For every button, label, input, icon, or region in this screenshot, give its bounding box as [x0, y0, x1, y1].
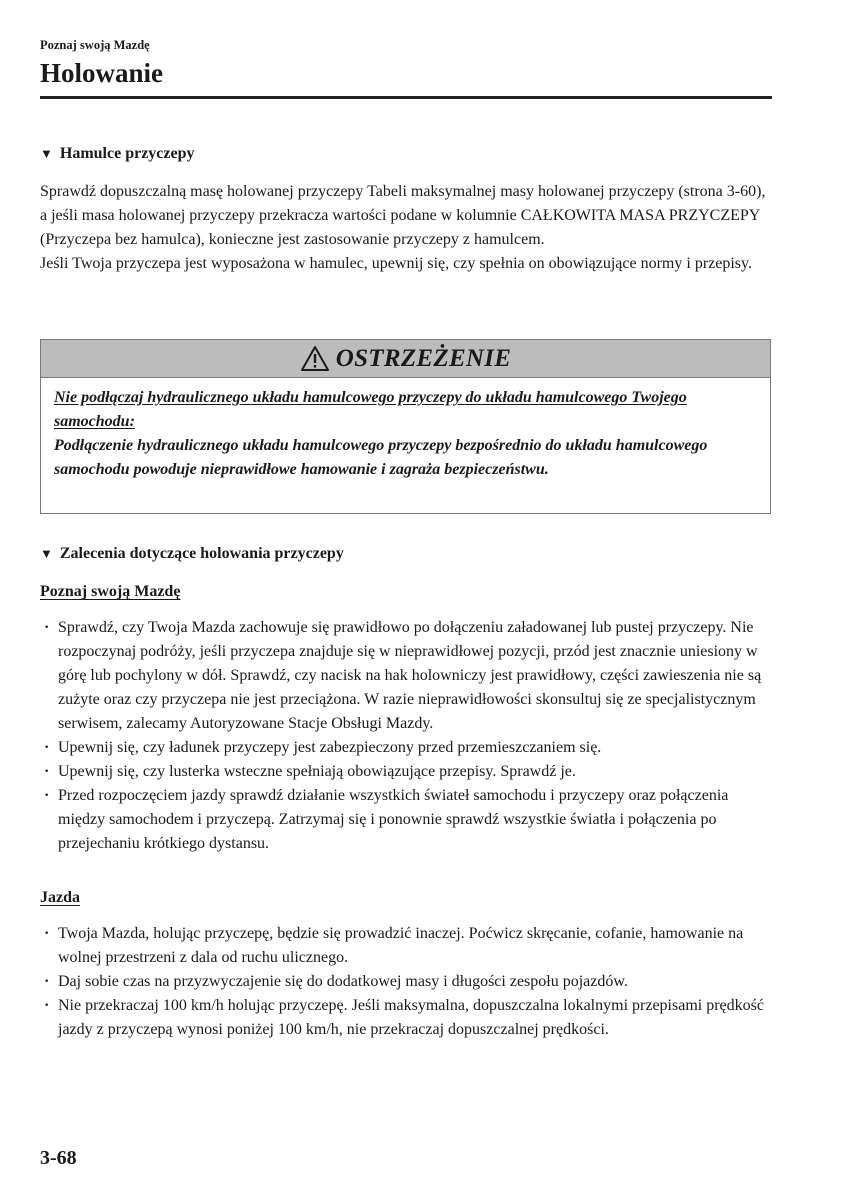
warning-body [41, 378, 770, 482]
title-divider [40, 96, 772, 99]
list-item: · Upewnij się, czy lusterka wsteczne spełniają obowiązujące przepisy. Sprawdź je. [40, 760, 772, 784]
section-heading-label: Hamulce przyczepy [59, 145, 195, 162]
section-heading-towing-tips [40, 545, 344, 563]
list-item: · Twoja Mazda, holując przyczepę, będzie się prowadzić inaczej. Poćwicz skręcanie, cofanie, hamowanie na wolnej przestrzeni z dala od ruchu ulicznego. [40, 922, 772, 970]
know-your-mazda-list [40, 616, 772, 856]
warning-lead: Nie podłączaj hydraulicznego układu hamulcowego przyczepy do układu hamulcowego Twojego samochodu: [54, 389, 687, 430]
subheading-driving: Jazda [40, 889, 80, 906]
driving-list [40, 922, 772, 1042]
list-item: · Przed rozpoczęciem jazdy sprawdź działanie wszystkich świateł samochodu i przyczepy oraz połączenia między samochodem i przyczepą. Zatrzymaj się i ponownie sprawdź wszystkie światła i połączenia po przejechaniu krótkiego dystansu. [40, 784, 772, 856]
breadcrumb: Poznaj swoją Mazdę [40, 38, 150, 52]
trailer-brakes-paragraph: Sprawdź dopuszczalną masę holowanej przyczepy Tabeli maksymalnej masy holowanej przyczepy (strona 3-60), a jeśli masa holowanej przyczepy przekracza wartości podane w kolumnie CAŁKOWITA MASA PRZYCZEPY (Przyczepa bez hamulca), konieczne jest zastosowanie przyczepy z hamulcem. Jeśli Twoja przyczepa jest wyposażona w hamulec, upewnij się, czy spełnia on obowiązujące normy i przepisy. [40, 183, 766, 272]
section-heading-label: Zalecenia dotyczące holowania przyczepy [59, 545, 344, 562]
warning-triangle-icon [300, 345, 330, 372]
list-item: · Sprawdź, czy Twoja Mazda zachowuje się prawidłowo po dołączeniu załadowanej lub pustej przyczepy. Nie rozpoczynaj podróży, jeśli przyczepa znajduje się w nieprawidłowej pozycji, przód jest znacznie uniesiony w górę lub pochylony w dół. Sprawdź, czy nacisk na hak holowniczy jest prawidłowy, części zawieszenia nie są zużyte oraz czy przyczepa nie jest przeciążona. W razie nieprawidłowości skonsultuj się ze specjalistycznym serwisem, zalecamy Autoryzowane Stacje Obsługi Mazdy. [40, 616, 772, 736]
section-heading-trailer-brakes [40, 145, 195, 163]
warning-box [40, 339, 771, 514]
page-number: 3-68 [40, 1147, 77, 1169]
warning-title: OSTRZEŻENIE [335, 344, 512, 372]
triangle-down-icon: ▼ [40, 146, 53, 161]
list-item: · Nie przekraczaj 100 km/h holując przyczepę. Jeśli maksymalna, dopuszczalna lokalnymi przepisami prędkość jazdy z przyczepą wynosi poniżej 100 km/h, nie przekraczaj dopuszczalnej prędkości. [40, 994, 772, 1042]
triangle-down-icon: ▼ [40, 546, 53, 561]
warning-header [41, 340, 770, 378]
list-item: · Daj sobie czas na przyzwyczajenie się do dodatkowej masy i długości zespołu pojazdów. [40, 970, 772, 994]
subheading-know-your-mazda: Poznaj swoją Mazdę [40, 583, 181, 600]
warning-text: Podłączenie hydraulicznego układu hamulcowego przyczepy bezpośrednio do układu hamulcowego samochodu powoduje nieprawidłowe hamowanie i zagraża bezpieczeństwu. [54, 437, 708, 478]
list-item: · Upewnij się, czy ładunek przyczepy jest zabezpieczony przed przemieszczaniem się. [40, 736, 772, 760]
page-title: Holowanie [40, 58, 164, 88]
